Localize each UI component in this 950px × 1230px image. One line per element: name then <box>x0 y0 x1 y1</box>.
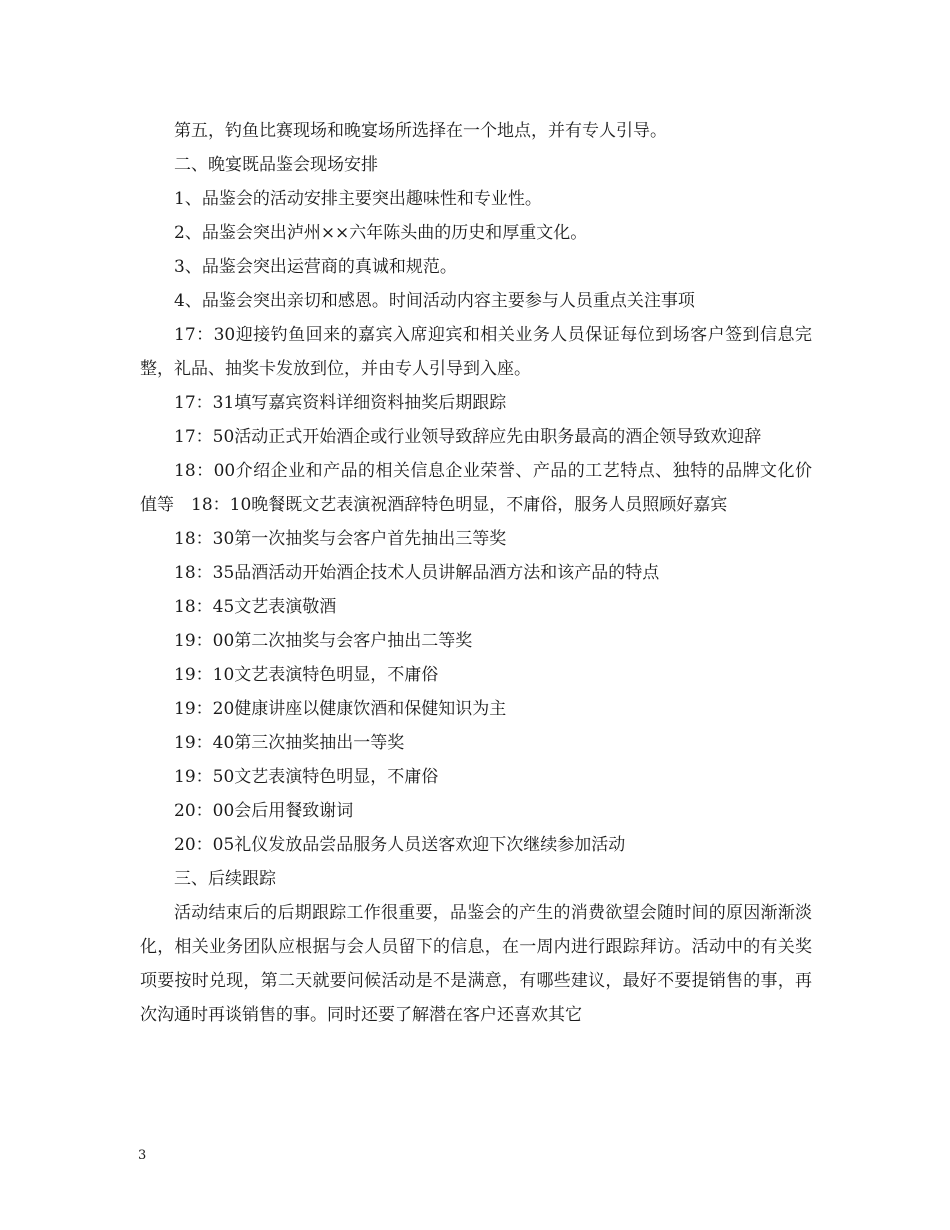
schedule-item: 19：50文艺表演特色明显，不庸俗 <box>174 767 439 787</box>
page-number: 3 <box>138 1148 147 1163</box>
follow-up-paragraph: 活动结束后的后期跟踪工作很重要，品鉴会的产生的消费欲望会随时间的原因渐渐淡化，相关业务团队应根据与会人员留下的信息，在一周内进行跟踪拜访。活动中的有关奖项要按时兑现，第二天就要问候活动是不是满意，有哪些建议，最好不要提销售的事，再次沟通时再谈销售的事。同时还要了解潜在客户还喜欢其它 <box>140 903 812 1025</box>
schedule-item: 20：00会后用餐致谢词 <box>174 801 354 821</box>
schedule-item: 17：30迎接钓鱼回来的嘉宾入席迎宾和相关业务人员保证每位到场客户签到信息完整，礼品、抽奖卡发放到位，并由专人引导到入座。 <box>140 325 812 379</box>
schedule-item: 19：10文艺表演特色明显，不庸俗 <box>174 665 439 685</box>
document-body <box>140 114 812 1032</box>
section-heading-banquet: 二、晚宴既品鉴会现场安排 <box>174 155 378 175</box>
list-item: 4、品鉴会突出亲切和感恩。时间活动内容主要参与人员重点关注事项 <box>174 291 695 311</box>
schedule-item: 18：00介绍企业和产品的相关信息企业荣誉、产品的工艺特点、独特的品牌文化价值等 18：10晚餐既文艺表演祝酒辞特色明显，不庸俗，服务人员照顾好嘉宾 <box>140 461 812 515</box>
schedule-item: 18：45文艺表演敬酒 <box>174 597 337 617</box>
schedule-item: 19：40第三次抽奖抽出一等奖 <box>174 733 405 753</box>
list-item: 2、品鉴会突出泸州××六年陈头曲的历史和厚重文化。 <box>174 223 588 243</box>
schedule-item: 19：00第二次抽奖与会客户抽出二等奖 <box>174 631 473 651</box>
schedule-item: 20：05礼仪发放品尝品服务人员送客欢迎下次继续参加活动 <box>174 835 626 855</box>
list-item: 1、品鉴会的活动安排主要突出趣味性和专业性。 <box>174 189 542 209</box>
schedule-item: 19：20健康讲座以健康饮酒和保健知识为主 <box>174 699 507 719</box>
section-heading-follow-up: 三、后续跟踪 <box>174 869 276 889</box>
paragraph-item-fifth: 第五，钓鱼比赛现场和晚宴场所选择在一个地点，并有专人引导。 <box>174 121 667 141</box>
list-item: 3、品鉴会突出运营商的真诚和规范。 <box>174 257 457 277</box>
schedule-item: 18：30第一次抽奖与会客户首先抽出三等奖 <box>174 529 507 549</box>
schedule-item: 18：35品酒活动开始酒企技术人员讲解品酒方法和该产品的特点 <box>174 563 660 583</box>
schedule-item: 17：50活动正式开始酒企或行业领导致辞应先由职务最高的酒企领导致欢迎辞 <box>174 427 762 447</box>
schedule-item: 17：31填写嘉宾资料详细资料抽奖后期跟踪 <box>174 393 507 413</box>
